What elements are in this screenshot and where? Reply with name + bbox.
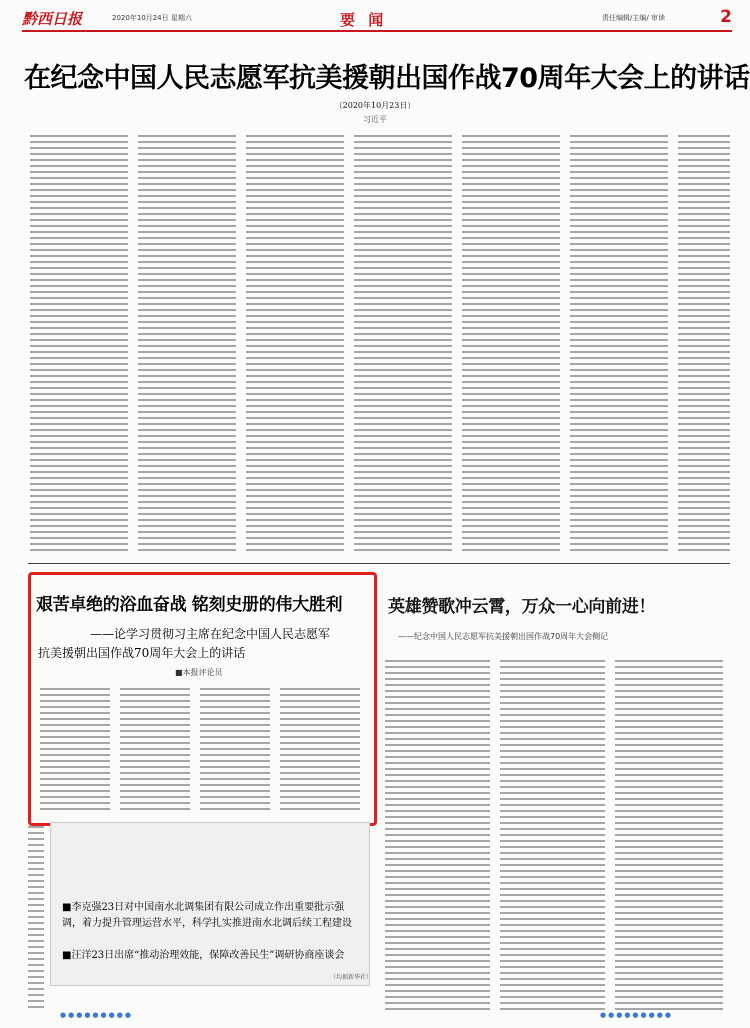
news-brief-1: ■李克强23日对中国南水北调集团有限公司成立作出重要批示强调，着力提升管理运营水平，科学扎实推进南水北调后续工程建设 <box>62 902 352 929</box>
commentary-author: ■本报评论员 <box>175 668 223 677</box>
lead-author: 习近平 <box>363 115 387 124</box>
masthead <box>22 8 732 32</box>
commentary-column-2 <box>120 688 190 812</box>
commentary-title: 艰苦卓绝的浴血奋战 铭刻史册的伟大胜利 <box>36 595 343 615</box>
feature-column-2 <box>500 660 605 1010</box>
commentary-subtitle-line2: 抗美援朝出国作战70周年大会上的讲话 <box>38 646 246 660</box>
lead-date-line: （2020年10月23日） <box>334 101 416 110</box>
body-column-3 <box>246 135 344 555</box>
body-column-1 <box>30 135 128 555</box>
feature-column-1 <box>385 660 490 1010</box>
news-source: （均据新华社） <box>330 974 373 981</box>
lead-headline: 在纪念中国人民志愿军抗美援朝出国作战70周年大会上的讲话 <box>24 63 750 94</box>
issue-date: 2020年10月24日 星期六 <box>112 14 192 22</box>
section-divider <box>28 563 730 564</box>
page-decoration-dots-left: ●●●●●●●●● <box>60 1011 133 1019</box>
commentary-column-4 <box>280 688 360 812</box>
news-brief-2: ■汪洋23日出席“推动治理效能，保障改善民生”调研协商座谈会 <box>62 950 345 961</box>
feature-column-3 <box>615 660 723 1010</box>
commentary-subtitle-line1: ——论学习贯彻习主席在纪念中国人民志愿军 <box>90 627 331 641</box>
newspaper-logo: 黔西日报 <box>22 10 83 28</box>
body-column-7 <box>678 135 730 555</box>
body-column-4 <box>354 135 452 555</box>
body-column-6 <box>570 135 668 555</box>
body-column-2 <box>138 135 236 555</box>
commentary-column-1 <box>40 688 110 812</box>
body-column-5 <box>462 135 560 555</box>
feature-title: 英雄赞歌冲云霄，万众一心向前进！ <box>388 597 656 617</box>
left-edge-column <box>28 826 44 1011</box>
feature-subtitle: ——纪念中国人民志愿军抗美援朝出国作战70周年大会侧记 <box>398 632 609 641</box>
page-number: 2 <box>720 7 732 27</box>
section-title: 要 闻 <box>340 11 388 29</box>
commentary-column-3 <box>200 688 270 812</box>
page-decoration-dots-right: ●●●●●●●●● <box>600 1011 673 1019</box>
editor-credit: 责任编辑/主编/ 审读 <box>602 14 665 22</box>
